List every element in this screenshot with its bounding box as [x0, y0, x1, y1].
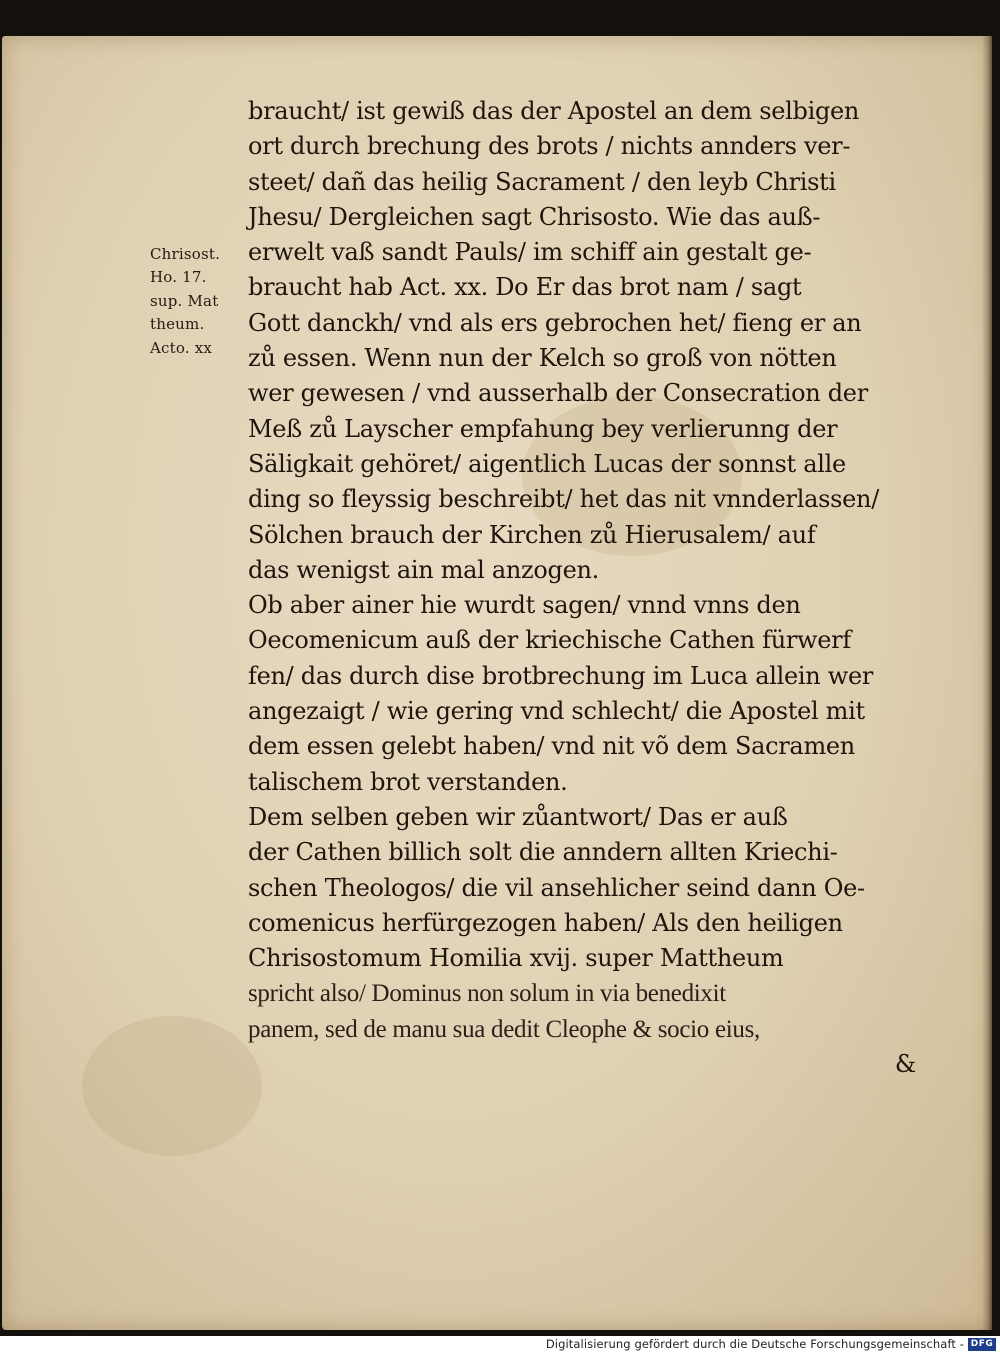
text-line: Säligkait gehöret/ aigentlich Lucas der sonnst alle [248, 449, 846, 478]
marginal-note-line: sup. Mat [150, 291, 219, 310]
paper-stain [82, 1016, 262, 1156]
text-line: braucht/ ist gewiß das der Apostel an dem selbigen [248, 97, 860, 125]
funding-credit: Digitalisierung gefördert durch die Deutsche Forschungsgemeinschaft - [545, 1337, 964, 1351]
dfg-logo: DFG [968, 1338, 996, 1351]
text-line: wer gewesen / vnd ausserhalb der Consecration der [248, 379, 868, 408]
text-line: Meß zů Layscher empfahung bey verlierunng der [248, 414, 838, 443]
page-edge-shadow [982, 36, 992, 1330]
marginal-note-line: Acto. xx [150, 338, 213, 357]
text-line: zů essen. Wenn nun der Kelch so groß von nötten [248, 344, 837, 373]
text-line: dem essen gelebt haben/ vnd nit võ dem Sacramen [248, 732, 855, 761]
text-line: spricht also/ Dominus non solum in via benedixit [248, 980, 726, 1008]
text-line: Ob aber ainer hie wurdt sagen/ vnnd vnns den [248, 591, 801, 620]
text-line: schen Theologos/ die vil ansehlicher seind dann Oe- [248, 873, 865, 902]
text-line: der Cathen billich solt die anndern allten Kriechi- [248, 838, 838, 867]
text-line: fen/ das durch dise brotbrechung im Luca allein wer [248, 661, 874, 690]
text-line: Gott danckh/ vnd als ers gebrochen het/ fieng er an [248, 308, 862, 337]
marginal-note [150, 243, 250, 360]
body-text [248, 94, 928, 1082]
text-line: steet/ dañ das heilig Sacrament / den leyb Christi [248, 167, 836, 196]
text-line: ort durch brechung des brots / nichts annders ver- [248, 132, 851, 161]
text-line: angezaigt / wie gering vnd schlecht/ die Apostel mit [248, 697, 865, 726]
text-line: braucht hab Act. xx. Do Er das brot nam / sagt [248, 273, 802, 302]
text-line: erwelt vaß sandt Pauls/ im schiff ain gestalt ge- [248, 238, 812, 267]
text-line: Jhesu/ Dergleichen sagt Chrisosto. Wie das auß- [248, 202, 821, 231]
text-line: panem, sed de manu sua dedit Cleophe & socio eius, [248, 1015, 760, 1043]
text-line: Chrisostomum Homilia xvij. super Mattheum [248, 944, 784, 973]
marginal-note-line: theum. [150, 315, 205, 334]
text-line: das wenigst ain mal anzogen. [248, 555, 600, 584]
footer-bar [0, 1336, 1000, 1354]
text-line: Oecomenicum auß der kriechische Cathen fürwerf [248, 626, 851, 655]
text-line: comenicus herfürgezogen haben/ Als den heiligen [248, 908, 843, 937]
text-line: Sölchen brauch der Kirchen zů Hierusalem/ auf [248, 520, 816, 549]
marginal-note-line: Ho. 17. [150, 268, 207, 287]
text-line: talischem brot verstanden. [248, 767, 568, 796]
marginal-note-line: Chrisost. [150, 245, 221, 263]
text-line: ding so fleyssig beschreibt/ het das nit vnnderlassen/ [248, 485, 879, 514]
text-line: Dem selben geben wir zůantwort/ Das er auß [248, 802, 788, 831]
catchword: & [894, 1050, 916, 1079]
